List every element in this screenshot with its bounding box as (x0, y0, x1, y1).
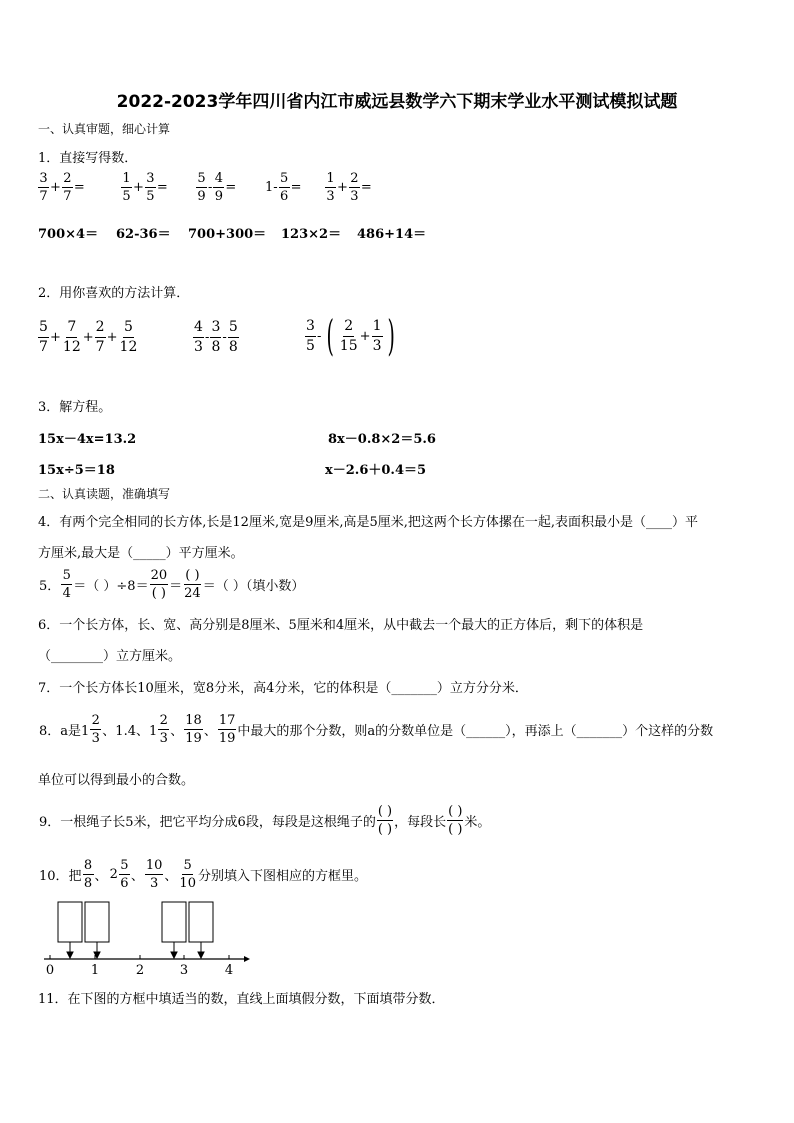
section-heading-1: 一、认真审题，细心计算 (38, 122, 171, 136)
q4-line-1: 4．有两个完全相同的长方体,长是12厘米,宽是9厘米,高是5厘米,把这两个长方体摞在一起,表面积最小是（____）平 (38, 515, 699, 530)
answer-box-4[interactable] (189, 902, 213, 942)
tick-label-4: 4 (224, 963, 234, 978)
axis-arrow-icon (244, 956, 250, 962)
q4-line-2: 方厘米,最大是（_____）平方厘米。 (38, 546, 244, 561)
q2-label: 2．用你喜欢的方法计算． (38, 286, 190, 301)
q2-expr-3: $\frac{3}{5}$ - ( $\frac{2}{15}$ + $\frac{1}{3}$ ) (306, 311, 395, 360)
q6-line-1: 6．一个长方体，长、宽、高分别是8厘米、5厘米和4厘米，从中截去一个最大的正方体后，剩下的体积是 (38, 618, 644, 633)
q1-int-3: 700+300＝ (188, 227, 267, 242)
tick-label-0: 0 (45, 963, 55, 978)
q3-eq-1: 15x－4x=13.2 (38, 432, 137, 447)
q3-label: 3．解方程。 (38, 400, 112, 415)
q1-frac-5: $\frac{1}{3}$ + $\frac{2}{3}$ = (326, 171, 372, 204)
answer-box-3[interactable] (162, 902, 186, 942)
q1-int-1: 700×4＝ (38, 227, 99, 242)
page-title: 2022-2023学年四川省内江市威远县数学六下期末学业水平测试模拟试题 (116, 92, 678, 112)
q8-line-1: 8．a是1 $\frac{2}{3}$ 、1.4、1 $\frac{2}{3}$ 、 $\frac{18}{19}$ 、 $\frac{17}{19}$ 中最大的那个分数，则a的分数单位是（______），再添上（_______）个这样的分数 (39, 713, 714, 746)
number-line-figure (36, 896, 256, 978)
q8-line-2: 单位可以得到最小的合数。 (38, 773, 195, 788)
answer-box-1[interactable] (58, 902, 82, 942)
q7: 7．一个长方体长10厘米，宽8分米，高4分米，它的体积是（_______）立方分分米． (38, 681, 528, 696)
q6-line-2: （________）立方厘米。 (38, 649, 182, 664)
q11: 11．在下图的方框中填适当的数，直线上面填假分数，下面填带分数． (38, 992, 445, 1007)
q1-int-4: 123×2＝ (281, 227, 342, 242)
q3-eq-2: 8x－0.8×2＝5.6 (328, 432, 436, 447)
tick-label-2: 2 (135, 963, 145, 978)
q1-frac-1: $\frac{3}{7}$ + $\frac{2}{7}$ = (39, 171, 85, 204)
q9: 9．一根绳子长5米，把它平均分成6段，每段是这根绳子的 $\frac{( )}{( )}$ ，每段长 $\frac{( )}{( )}$ 米。 (39, 804, 491, 837)
section-heading-2: 二、认真读题，准确填写 (38, 487, 171, 501)
q10-text: 10．把 $\frac{8}{8}$ 、 2 $\frac{5}{6}$ 、 $\frac{10}{3}$ 、 $\frac{5}{10}$ 分别填入下图相应的方框里。 (39, 858, 367, 891)
q1-int-5: 486+14＝ (357, 227, 427, 242)
tick-label-3: 3 (179, 963, 189, 978)
q3-eq-3: 15x÷5＝18 (38, 463, 115, 478)
q1-int-2: 62-36＝ (116, 227, 171, 242)
q1-label: 1．直接写得数． (38, 151, 138, 166)
q3-eq-4: x－2.6＋0.4＝5 (325, 463, 427, 478)
q2-expr-2: $\frac{4}{3}$ - $\frac{3}{8}$ - $\frac{5}{8}$ (194, 319, 238, 355)
q1-frac-2: $\frac{1}{5}$ + $\frac{3}{5}$ = (122, 171, 168, 204)
q5: 5． $\frac{5}{4}$ ＝（ ）÷8＝ $\frac{20}{( )}$ ＝ $\frac{( )}{24}$ ＝（ ）（填小数） (39, 568, 305, 601)
pointer-arrows (67, 942, 204, 958)
q1-frac-4: 1- $\frac{5}{6}$ = (265, 171, 302, 204)
answer-box-2[interactable] (85, 902, 109, 942)
q1-frac-3: $\frac{5}{9}$ - $\frac{4}{9}$ = (197, 171, 237, 204)
q2-expr-1: $\frac{5}{7}$ + $\frac{7}{12}$ + $\frac{2}{7}$ + $\frac{5}{12}$ (39, 319, 138, 355)
tick-label-1: 1 (90, 963, 100, 978)
